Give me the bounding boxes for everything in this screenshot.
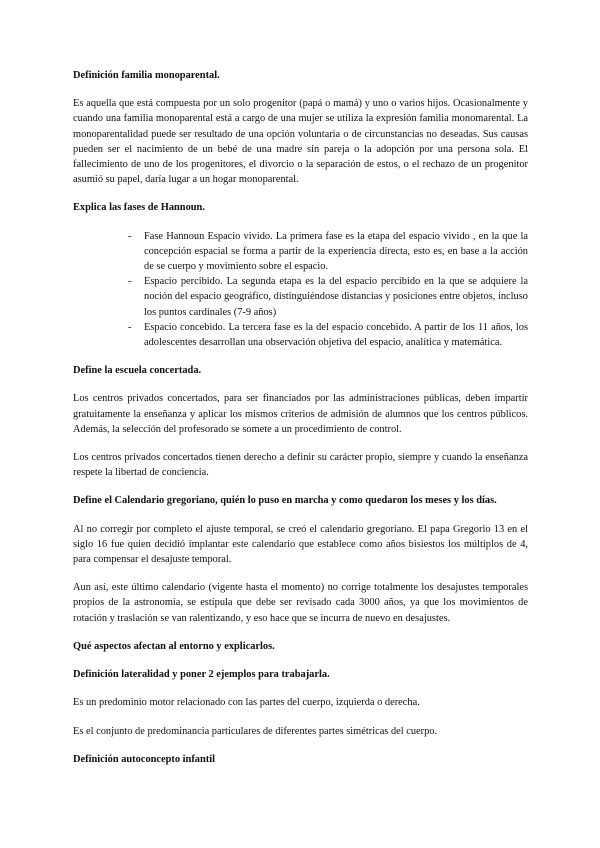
section-heading: Definición lateralidad y poner 2 ejemplos para trabajarla. xyxy=(73,669,330,681)
section-heading: Define la escuela concertada. xyxy=(73,365,202,377)
bullet-dash: - xyxy=(128,321,132,333)
section-lateralidad xyxy=(73,667,528,739)
section-calendario-gregoriano xyxy=(73,493,528,625)
list-item xyxy=(73,320,528,350)
paragraph: Los centros privados concertados, para ser financiados por las administraciones públicas, deben impartir gratuitamente la enseñanza y aplicar los mismos criterios de admisión de alumnos que los centros públicos. Además, la selección del profesorado se somete a un procedimiento de control. xyxy=(73,393,528,435)
paragraph: Es un predominio motor relacionado con las partes del cuerpo, izquierda o derecha. xyxy=(73,697,420,709)
section-escuela-concertada xyxy=(73,363,528,480)
bullet-dash: - xyxy=(128,276,132,288)
paragraph: Es aquella que está compuesta por un solo progenitor (papá o mamá) y uno o varios hijos. Ocasionalmente y cuando una familia monoparental está a cargo de una mujer se utiliza la expresión familia monomarental. La monoparentalidad puede ser resultado de una opción voluntaria o de circunstancias no deseadas. Sus causas pueden ser el nacimiento de un bebé de una madre sin pareja o la adopción por una persona sola. El fallecimiento de uno de los progenitores, el divorcio o la separación de estos, o el rechazo de un progenitor asumió su papel, daría lugar a un hogar monoparental. xyxy=(73,98,528,186)
section-familia-monoparental xyxy=(73,68,528,187)
paragraph: Es el conjunto de predominancia particulares de diferentes partes simétricas del cuerpo. xyxy=(73,725,438,737)
section-heading: Qué aspectos afectan al entorno y explicarlos. xyxy=(73,640,275,652)
section-autoconcepto xyxy=(73,752,528,767)
paragraph: Aun así, este último calendario (vigente hasta el momento) no corrige totalmente los desajustes temporales propios de la astronomía, se estipula que debe ser revisado cada 3000 años, ya que los movimientos de rotación y traslación se van ralentizando, y eso hace que se incurra de nuevo en desajustes. xyxy=(73,582,528,624)
list-item xyxy=(73,229,528,275)
phases-list xyxy=(73,229,528,351)
section-heading: Explica las fases de Hannoun. xyxy=(73,202,205,214)
section-heading: Define el Calendario gregoriano, quién lo puso en marcha y como quedaron los meses y los días. xyxy=(73,495,497,507)
list-item-text: Espacio concebido. La tercera fase es la del espacio concebido. A partir de los 11 años, los adolescentes desarrollan una observación objetiva del espacio, analítica y matemática. xyxy=(144,321,528,349)
paragraph: Al no corregir por completo el ajuste temporal, se creó el calendario gregoriano. El papa Gregorio 13 en el siglo 16 fue quien decidió implantar este calendario que establece como años bisiestos los múltiplos de 4, para compensar el desajuste temporal. xyxy=(73,523,528,566)
section-heading: Definición familia monoparental. xyxy=(73,70,220,81)
list-item-text: Espacio percibido. La segunda etapa es la del espacio percibido en la que se adquiere la noción del espacio geográfico, distinguiéndose distancias y posiciones entre objetos, incluso los puntos cardinales (7-9 años) xyxy=(144,276,528,318)
section-heading: Definición autoconcepto infantil xyxy=(73,753,216,765)
section-aspectos-entorno xyxy=(73,639,528,654)
list-item-text: Fase Hannoun Espacio vivido. La primera fase es la etapa del espacio vivido , en la que la concepción espacial se forma a partir de la experiencia directa, esto es, en base a la acción de se cuerpo y movimiento sobre el espacio. xyxy=(144,230,528,273)
paragraph: Los centros privados concertados tienen derecho a definir su carácter propio, siempre y cuando la enseñanza respete la libertad de conciencia. xyxy=(73,452,528,479)
bullet-dash: - xyxy=(128,230,132,242)
document-page xyxy=(73,68,528,780)
section-fases-hannoun xyxy=(73,200,528,350)
list-item xyxy=(73,274,528,320)
